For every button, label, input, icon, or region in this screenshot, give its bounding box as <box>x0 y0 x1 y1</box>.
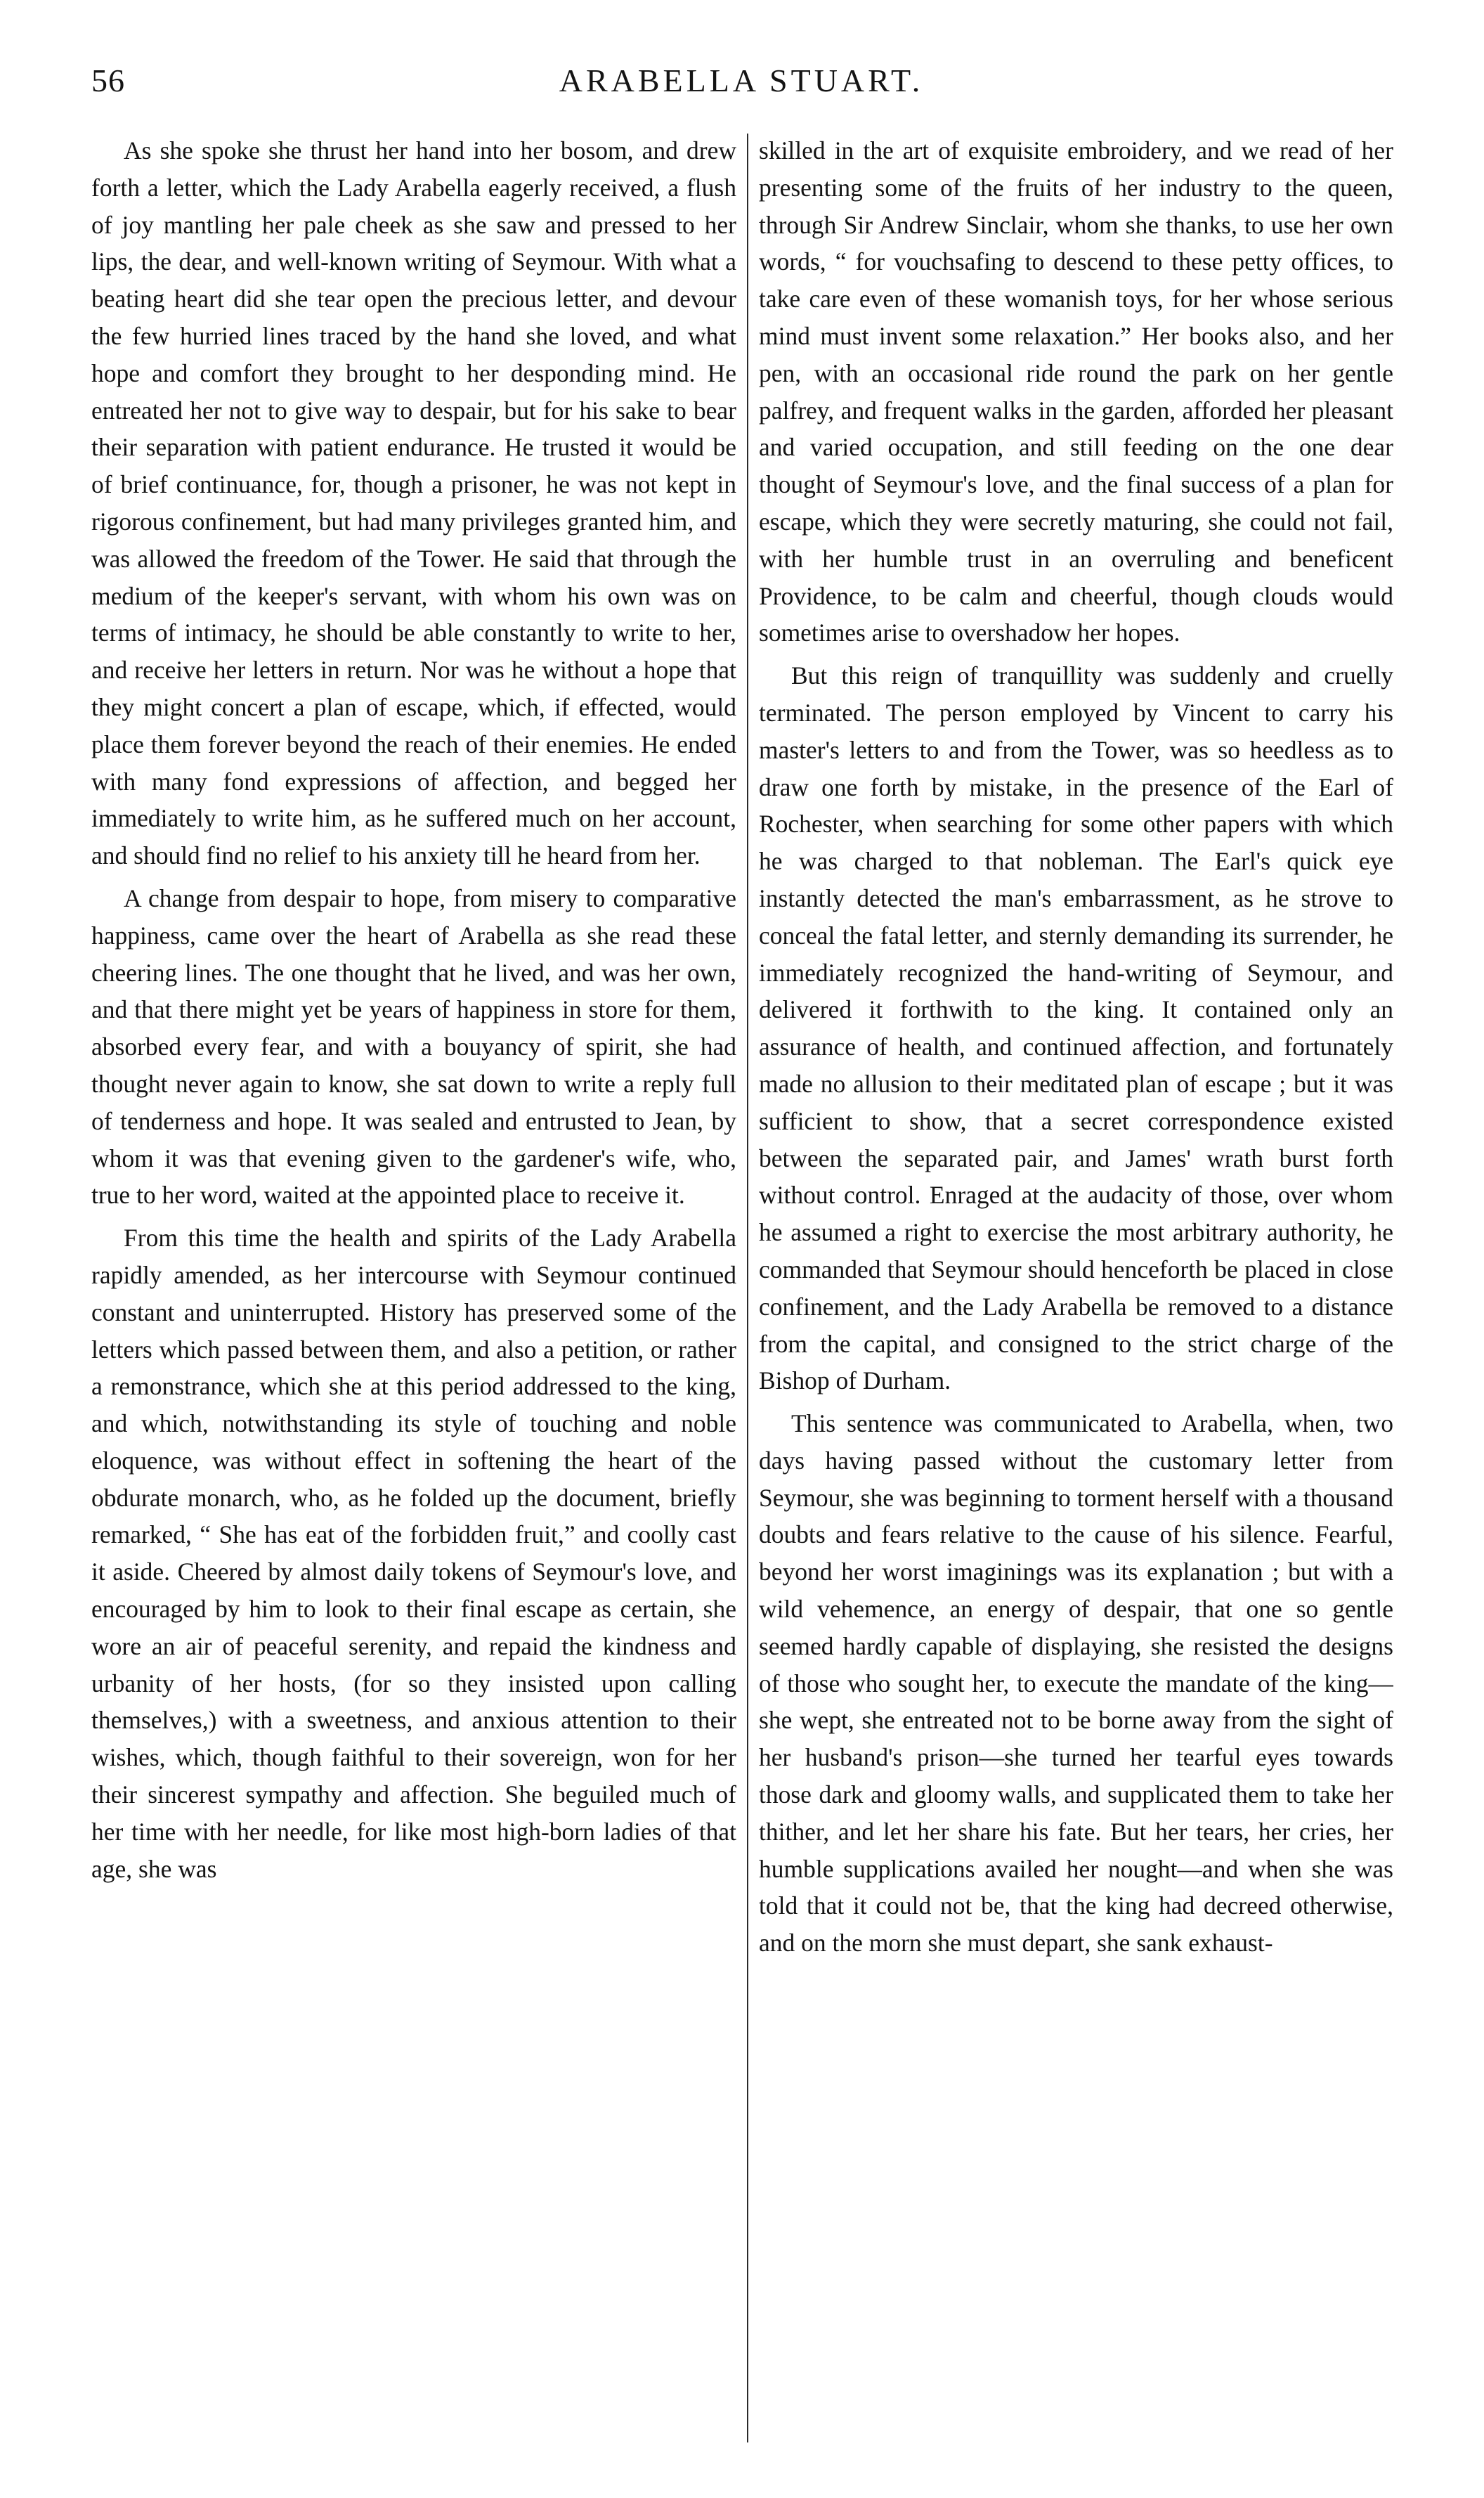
paragraph-sentence-communicated: This sentence was communicated to Arabella, when, two days having passed without the customary letter from Seymour, she was beginning to torment herself with a thousand doubts and fears relative to the cause of his silence. Fearful, beyond her worst imaginings was its explanation ; but with a wild vehemence, an energy of despair, that one so gentle seemed hardly capable of displaying, she resisted the designs of those who sought her, to execute the mandate of the king—she wept, she entreated not to be borne away from the sight of her husband's prison—she turned her tearful eyes towards those dark and gloomy walls, and supplicated them to take her thither, and let her share his fate. But her tears, her cries, her humble supplications availed her nought—and when she was told that it could not be, that the king had decreed otherwise, and on the morn she must depart, she sank exhaust- <box>759 1409 1393 1957</box>
running-title: ARABELLA STUART. <box>559 63 924 98</box>
right-column <box>759 132 1393 2445</box>
paragraph-despair-to-hope: A change from despair to hope, from misery to comparative happiness, came over the heart of Arabella as she read these cheering lines. The one thought that he lived, and was her own, and that there might yet be years of happiness in store for them, absorbed every fear, and with a bouyancy of spirit, she had thought never again to know, she sat down to write a reply full of tenderness and hope. It was sealed and entrusted to Jean, by whom it was that evening given to the gardener's wife, who, true to her word, waited at the appointed place to receive it. <box>91 884 736 1210</box>
column-divider <box>747 134 748 2442</box>
paragraph-health-amended: From this time the health and spirits of the Lady Arabella rapidly amended, as her intercourse with Seymour continued constant and uninterrupted. History has preserved some of the letters which passed between them, and also a petition, or rather a remonstrance, which she at this period addressed to the king, and which, notwithstanding its style of touching and noble eloquence, was without effect in softening the heart of the obdurate monarch, who, as he folded up the document, briefly remarked, “ She has eat of the forbidden fruit,” and coolly cast it aside. Cheered by almost daily tokens of Seymour's love, and encouraged by him to look to their final escape as certain, she wore an air of peaceful serenity, and repaid the kindness and urbanity of her hosts, (for so they insisted upon calling themselves,) with a sweetness, and anxious attention to their wishes, which, though faithful to their sovereign, won for her their sincerest sympathy and affection. She beguiled much of her time with her needle, for like most high-born ladies of that age, she was <box>91 1224 736 1883</box>
page-header <box>91 62 1391 111</box>
paragraph-embroidery-continued: skilled in the art of exquisite embroidery, and we read of her presenting some of the fruits of her industry to the queen, through Sir Andrew Sinclair, whom she thanks, to use her own words, “ for vouchsafing to descend to these petty offices, to take care even of these womanish toys, for her whose serious mind must invent some relaxation.” Her books also, and her pen, with an occasional ride round the park on her gentle palfrey, and frequent walks in the garden, afforded her pleasant and varied occupation, and still feeding on the one dear thought of Seymour's love, and the final success of a plan for escape, which they were secretly maturing, she could not fail, with her humble trust in an overruling and beneficent Providence, to be calm and cheerful, though clouds would sometimes arise to overshadow her hopes. <box>759 136 1393 647</box>
left-column <box>91 132 736 2445</box>
paragraph-reign-of-tranquillity: But this reign of tranquillity was suddenly and cruelly terminated. The person employed by Vincent to carry his master's letters to and from the Tower, was so heedless as to draw one forth by mistake, in the presence of the Earl of Rochester, when searching for some other papers with which he was charged to that nobleman. The Earl's quick eye instantly detected the man's embarrassment, as he strove to conceal the fatal letter, and sternly demanding its surrender, he immediately recognized the hand-writing of Seymour, and delivered it forthwith to the king. It contained only an assurance of health, and continued affection, and fortunately made no allusion to their meditated plan of escape ; but it was sufficient to show, that a secret correspondence existed between the separated pair, and James' wrath burst forth without control. Enraged at the audacity of those, over whom he assumed a right to exercise the most arbitrary authority, he commanded that Seymour should henceforth be placed in close confinement, and the Lady Arabella be removed to a distance from the capital, and consigned to the strict charge of the Bishop of Durham. <box>759 661 1393 1395</box>
paragraph-letter-from-seymour: As she spoke she thrust her hand into her bosom, and drew forth a letter, which the Lady Arabella eagerly received, a flush of joy mantling her pale cheek as she saw and pressed to her lips, the dear, and well-known writing of Seymour. With what a beating heart did she tear open the precious letter, and devour the few hurried lines traced by the hand she loved, and what hope and comfort they brought to her desponding mind. He entreated her not to give way to despair, but for his sake to bear their separation with patient endurance. He trusted it would be of brief continuance, for, though a prisoner, he was not kept in rigorous confinement, but had many privileges granted him, and was allowed the freedom of the Tower. He said that through the medium of the keeper's servant, with whom his own was on terms of intimacy, he should be able constantly to write to her, and receive her letters in return. Nor was he without a hope that they might concert a plan of escape, which, if effected, would place them forever beyond the reach of their enemies. He ended with many fond expressions of affection, and begged her immediately to write him, as he suffered much on her account, and should find no relief to his anxiety till he heard from her. <box>91 136 736 870</box>
page-number: 56 <box>91 63 125 98</box>
